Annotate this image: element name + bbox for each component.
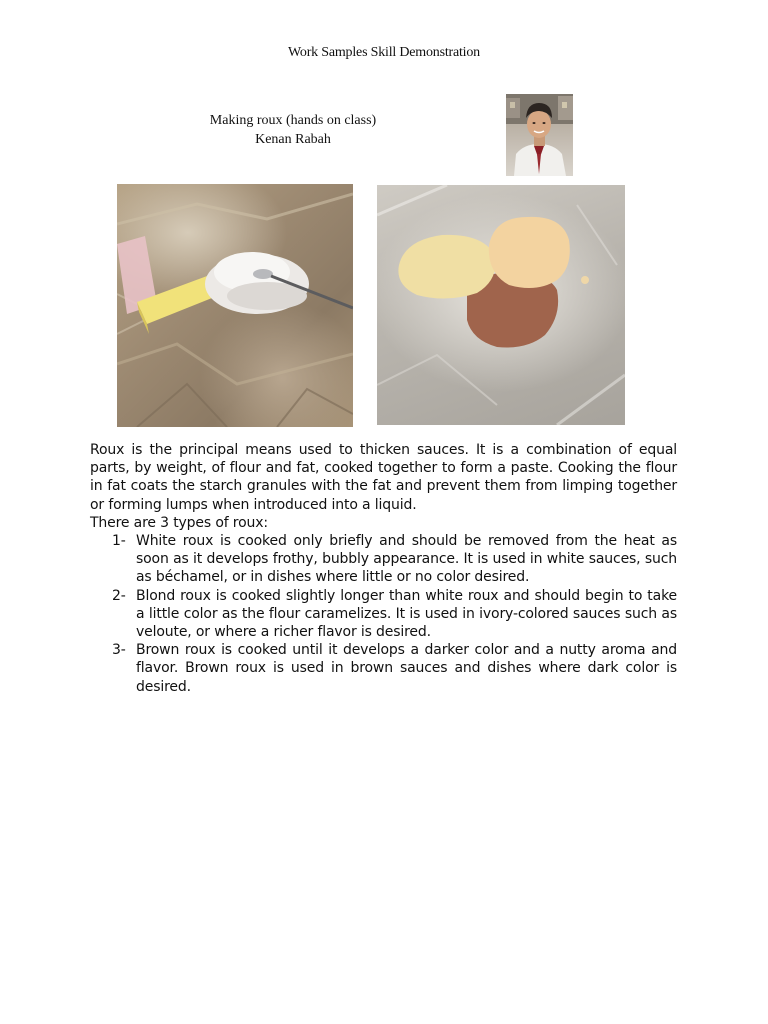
- page-header: Work Samples Skill Demonstration: [288, 45, 480, 60]
- list-item: [90, 532, 677, 587]
- author-name: Kenan Rabah: [255, 132, 331, 147]
- list-item-number: 3-: [112, 642, 126, 659]
- roux-types-list: [90, 532, 677, 696]
- list-item-number: 1-: [112, 533, 126, 550]
- chef-portrait-image: [506, 94, 573, 176]
- list-item-number: 2-: [112, 587, 126, 604]
- chef-portrait-graphic: [506, 94, 573, 176]
- flour-and-butter-graphic: [117, 184, 353, 427]
- body-text: [90, 441, 677, 696]
- list-item: [90, 587, 677, 642]
- types-heading: There are 3 types of roux:: [90, 514, 268, 531]
- list-item-text: Brown roux is cooked until it develops a darker color and a nutty aroma and flavor. Brown roux is used in brown sauces and dishes where dark color is desired.: [136, 642, 677, 695]
- document-title-block: [193, 111, 393, 149]
- flour-and-butter-photo: [117, 184, 353, 427]
- list-item-text: White roux is cooked only briefly and should be removed from the heat as soon as it develops frothy, bubbly appearance. It is used in white sauces, such as béchamel, or in dishes where little or no color desired.: [136, 533, 677, 586]
- three-roux-samples-graphic: [377, 185, 625, 425]
- three-roux-samples-photo: [377, 185, 625, 425]
- document-title: Making roux (hands on class): [209, 113, 377, 128]
- list-item: [90, 641, 677, 696]
- intro-paragraph: Roux is the principal means used to thicken sauces. It is a combination of equal parts, by weight, of flour and fat, cooked together to form a paste. Cooking the flour in fat coats the starch granules with the fat and prevent them from limping together or forming lumps when introduced into a liquid.: [90, 442, 677, 513]
- list-item-text: Blond roux is cooked slightly longer than white roux and should begin to take a little color as the flour caramelizes. It is used in ivory-colored sauces such as veloute, or where a richer flavor is desired.: [136, 587, 677, 641]
